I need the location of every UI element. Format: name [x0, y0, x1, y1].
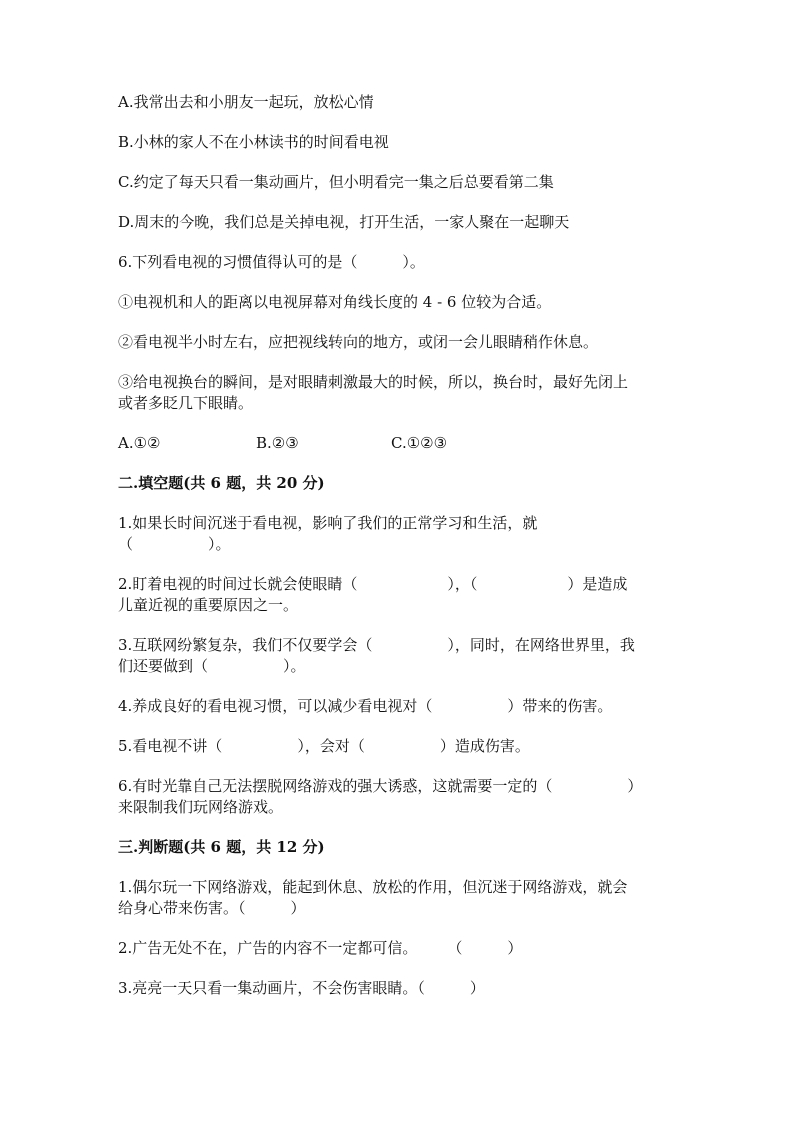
q6-item-1: ①电视机和人的距离以电视屏幕对角线长度的 4 - 6 位较为合适。: [118, 293, 552, 311]
section-heading-fill-in: 二.填空题(共 6 题，共 20 分): [118, 474, 325, 492]
fill-question-6-line-1: 6.有时光靠自己无法摆脱网络游戏的强大诱惑，这就需要一定的（ ）: [118, 777, 643, 795]
judge-question-1-line-1: 1.偶尔玩一下网络游戏，能起到休息、放松的作用，但沉迷于网络游戏，就会: [118, 878, 628, 896]
fill-question-1-line-2: （ ）。: [118, 535, 231, 553]
judge-question-3: [118, 978, 678, 999]
fill-question-3-line-1: 3.互联网纷繁复杂，我们不仅要学会（ ），同时，在网络世界里，我: [118, 636, 635, 654]
q6-option-c: C.①②③: [391, 434, 448, 452]
judge-question-1-line-2: 给身心带来伤害。（ ）: [118, 899, 306, 917]
q6-stem: 6.下列看电视的习惯值得认可的是（ ）。: [118, 253, 425, 271]
judge-question-3-line-1: 3.亮亮一天只看一集动画片，不会伤害眼睛。（ ）: [118, 979, 485, 997]
q6-option-a: A.①②: [118, 434, 161, 452]
q6-item-3: [118, 372, 678, 414]
fill-question-2-line-2: 儿童近视的重要原因之一。: [118, 596, 299, 614]
q6-options: [118, 433, 678, 454]
fill-question-1-line-1: 1.如果长时间沉迷于看电视，影响了我们的正常学习和生活，就: [118, 514, 538, 532]
worksheet-page: [118, 92, 678, 1018]
fill-question-5-line-1: 5.看电视不讲（ ），会对（ ）造成伤害。: [118, 737, 530, 755]
fill-question-2: [118, 574, 678, 616]
judge-question-2: [118, 938, 678, 959]
q5-option-a: A.我常出去和小朋友一起玩，放松心情: [118, 93, 374, 111]
fill-question-4-line-1: 4.养成良好的看电视习惯，可以减少看电视对（ ）带来的伤害。: [118, 697, 613, 715]
q6-item-3-line-1: ③给电视换台的瞬间，是对眼睛刺激最大的时候，所以，换台时，最好先闭上: [118, 373, 629, 391]
q6-item-3-line-2: 或者多眨几下眼睛。: [118, 394, 254, 412]
fill-question-3-line-2: 们还要做到（ ）。: [118, 657, 306, 675]
q5-option-d: D.周末的今晚，我们总是关掉电视，打开生活，一家人聚在一起聊天: [118, 213, 570, 231]
judge-question-1: [118, 877, 678, 919]
fill-question-6-line-2: 来限制我们玩网络游戏。: [118, 798, 284, 816]
q5-option-b: B.小林的家人不在小林读书的时间看电视: [118, 133, 389, 151]
fill-question-1: [118, 513, 678, 555]
q5-option-c: C.约定了每天只看一集动画片，但小明看完一集之后总要看第二集: [118, 173, 554, 191]
judge-question-2-line-1: 2.广告无处不在，广告的内容不一定都可信。 （ ）: [118, 939, 523, 957]
fill-question-4: [118, 696, 678, 717]
fill-question-3: [118, 635, 678, 677]
fill-question-5: [118, 736, 678, 757]
q6-item-2: ②看电视半小时左右，应把视线转向的地方，或闭一会儿眼睛稍作休息。: [118, 333, 599, 351]
section-heading-true-false: 三.判断题(共 6 题，共 12 分): [118, 838, 325, 856]
fill-question-2-line-1: 2.盯着电视的时间过长就会使眼睛（ ），（ ）是造成: [118, 575, 628, 593]
q6-option-b: B.②③: [256, 434, 299, 452]
fill-question-6: [118, 776, 678, 818]
